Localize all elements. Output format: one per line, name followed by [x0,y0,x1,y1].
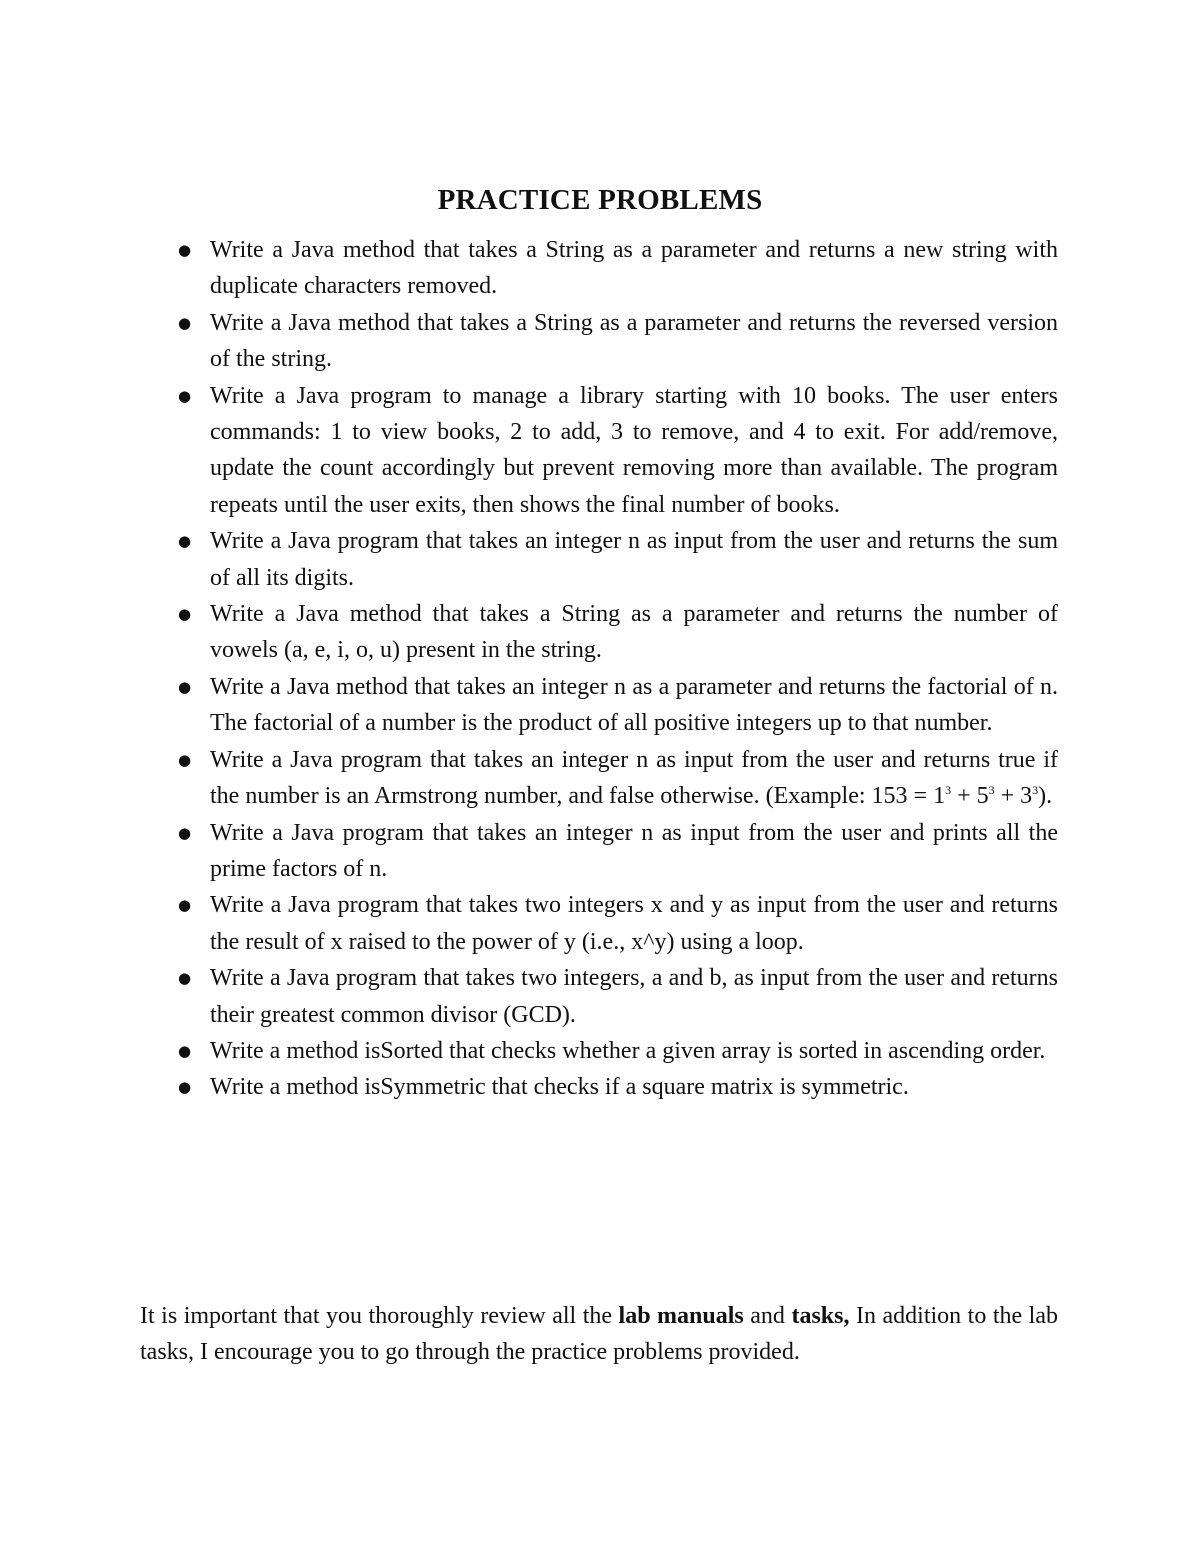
list-item [178,232,1058,305]
problem-text: Write a Java method that takes a String as a parameter and returns the reversed version of the string. [210,309,1058,373]
closing-bold-lab-manuals: lab manuals [618,1303,744,1329]
bullet-dot-icon: ● [178,386,192,405]
problem-text-part: + 5 [951,783,989,810]
list-item [178,305,1058,378]
closing-bold-tasks: tasks, [791,1303,850,1329]
closing-text: It is important that you thoroughly review all the [140,1303,619,1329]
problem-text: Write a Java method that takes a String as a parameter and returns the number of vowels (a, e, i, o, u) present in the string. [210,601,1058,664]
problem-text: Write a Java program that takes two integers x and y as input from the user and returns the result of x raised to the power of y (i.e., x^y) using a loop. [210,892,1058,955]
bullet-dot-icon: ● [178,532,192,551]
closing-text: In addition to the lab tasks, I encourage you to go through the practice problems provided. [140,1303,1059,1366]
problem-text-part: + 3 [994,783,1033,810]
bullet-dot-icon: ● [178,1041,192,1060]
bullet-dot-icon: ● [178,605,192,624]
problem-text: Write a Java method that takes an integer n as a parameter and returns the factorial of n. The factorial of a number is the product of all positive integers up to that number. [210,673,1058,737]
closing-paragraph [140,1298,1058,1371]
list-item [178,1069,1058,1105]
list-item [178,596,1058,669]
problem-text: Write a Java program that takes an integer n as input from the user and returns the sum of all its digits. [210,528,1058,591]
list-item [178,887,1058,960]
list-item [178,669,1058,742]
list-item [178,1033,1058,1069]
list-item [178,742,1058,815]
bullet-dot-icon: ● [178,896,192,915]
problem-text: Write a Java program to manage a library starting with 10 books. The user enters commands: 1 to view books, 2 to add, 3 to remove, and 4 to exit. For add/remove, update the count accordingly but prevent removing more than available. The program repeats until the user exits, then shows the final number of books. [210,382,1058,518]
bullet-dot-icon: ● [178,241,192,259]
bullet-dot-icon: ● [178,969,192,988]
practice-problem-list [178,232,1058,1106]
problem-text: Write a method isSorted that checks whether a given array is sorted in ascending order. [210,1037,1046,1064]
page-title: PRACTICE PROBLEMS [437,184,763,216]
problem-text: Write a Java program that takes an integer n as input from the user and prints all the prime factors of n. [210,819,1058,882]
list-item [178,815,1058,888]
exponent: 3 [945,783,952,798]
exponent: 3 [988,783,995,798]
exponent: 3 [1032,783,1039,798]
problem-text: Write a Java method that takes a String as a parameter and returns a new string with duplicate characters removed. [210,237,1058,300]
problem-text: Write a Java program that takes an integer n as input from the user and returns true if the number is an Armstrong number, and false otherwise. (Example: 153 = 1 [210,746,1058,810]
bullet-dot-icon: ● [178,313,192,332]
problem-text: Write a method isSymmetric that checks if a square matrix is symmetric. [210,1074,909,1101]
bullet-dot-icon: ● [178,677,192,696]
list-item [178,378,1058,524]
bullet-dot-icon: ● [178,823,192,842]
bullet-dot-icon: ● [178,1078,192,1097]
list-item [178,523,1058,596]
problem-text-armstrong [210,747,1058,809]
bullet-dot-icon: ● [178,750,192,769]
closing-text: and [743,1303,792,1329]
problem-text-part: ). [1038,783,1053,810]
list-item [178,960,1058,1033]
problem-text: Write a Java program that takes two integers, a and b, as input from the user and returns their greatest common divisor (GCD). [210,965,1058,1028]
